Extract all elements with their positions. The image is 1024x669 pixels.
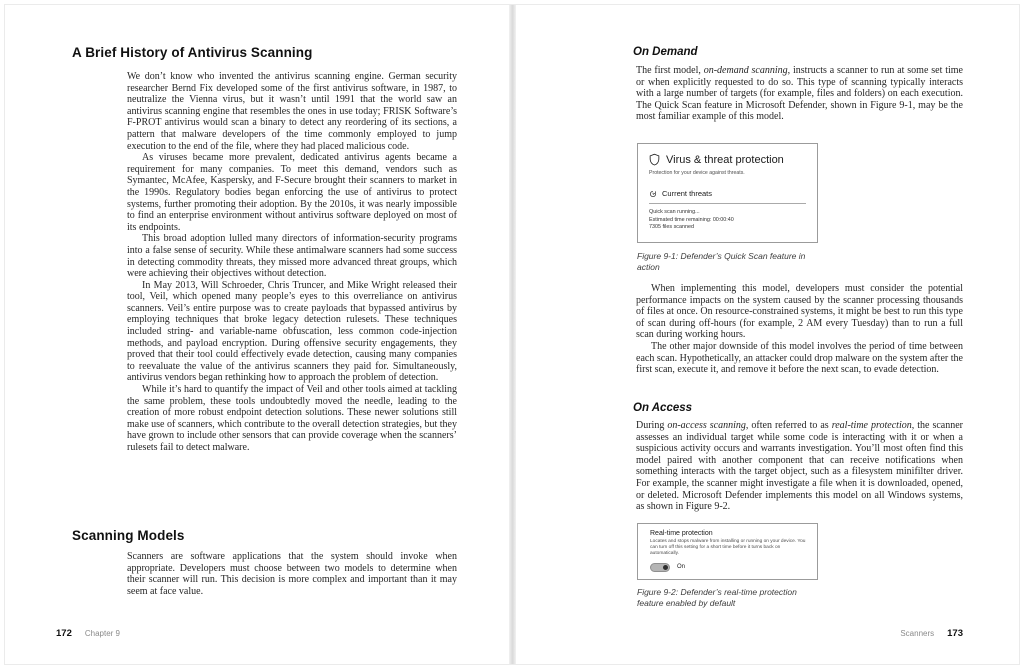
figure-9-2-caption: Figure 9-2: Defender’s real-time protection feature enabled by default bbox=[637, 587, 797, 608]
paragraph: When implementing this model, developers must consider the potential performance impacts on the system caused by the scanner processing thousands of files at once. On resource-constrained systems, it might be best to run this type of scan during off-hours (for example, 2 AM every Tuesday) than to run a full scan during working hours. bbox=[636, 283, 963, 341]
current-threats-label: Current threats bbox=[662, 189, 713, 198]
realtime-protection-title: Real-time protection bbox=[650, 530, 713, 537]
figure-9-2-realtime-protection bbox=[637, 523, 818, 580]
figure-9-1-defender-quick-scan bbox=[637, 143, 818, 243]
paragraph: We don’t know who invented the antivirus scanning engine. German security researcher Bernd Fix developed some of the first antivirus software, in 1987, to neutralize the Vienna virus, but it wasn’t until 1991 that the world saw an antivirus scanning engine that resembles the ones in use today; FRISK Software’s F-PROT antivirus would scan a binary to detect any reordering of its sections, a pattern that malware developers of the time commonly employed to jump execution to the end of the file, where they had placed malicious code. bbox=[127, 71, 457, 152]
toggle-knob bbox=[663, 565, 668, 570]
toggle-switch bbox=[650, 563, 670, 572]
divider bbox=[649, 203, 806, 204]
right-footer bbox=[800, 628, 963, 639]
shield-icon bbox=[649, 153, 660, 166]
figure-ui-title: Virus & threat protection bbox=[666, 153, 784, 166]
virus-threat-protection-header bbox=[649, 153, 806, 166]
left-footer bbox=[56, 628, 120, 639]
paragraph: During on-access scanning, often referred to as real-time protection, the scanner assesses an individual target while some code is interacting with it or when a suspicious activity occurs and warrants investigation. You’ll most often find this model paired with another component that can receive notifications when something interacts with the target object, such as a filesystem minifilter driver. For example, the scanner might investigate a file when it is downloaded, opened, or deleted. Microsoft Defender implements this model on all Windows systems, as shown in Figure 9-2. bbox=[636, 420, 963, 513]
figure-ui-subtitle: Protection for your device against threats. bbox=[649, 170, 745, 176]
scan-time-remaining: Estimated time remaining: 00:00:40 bbox=[649, 216, 734, 223]
history-text-block bbox=[127, 71, 457, 454]
files-scanned-count: 7305 files scanned bbox=[649, 224, 694, 231]
section-heading-history: A Brief History of Antivirus Scanning bbox=[72, 45, 313, 60]
running-head: Scanners bbox=[900, 629, 935, 638]
paragraph: Scanners are software applications that the system should invoke when appropriate. Developers must choose between two models to determine when their scanner will run. This decision is more complex and important than it may seem at face value. bbox=[127, 551, 457, 597]
paragraph: The other major downside of this model involves the period of time between each scan. Hypothetically, an attacker could drop malware on the system after the first scan, execute it, and remove it before the next scan, to evade detection. bbox=[636, 340, 963, 376]
page-number: 173 bbox=[947, 628, 963, 639]
paragraph: As viruses became more prevalent, dedicated antivirus agents became a requirement for many companies. To meet this demand, vendors such as Symantec, McAfee, Kaspersky, and F-Secure brought their scanners to market in the 1990s. Regulatory bodies began enforcing the use of antivirus to protect systems, further promoting their adoption. By the 2010s, it was nearly impossible to find an enterprise environment without antivirus software deployed on most of its endpoints. bbox=[127, 152, 457, 233]
realtime-protection-description: Locates and stops malware from installing or running on your device. You can turn off this setting for a short time before it turns back on automatically. bbox=[650, 539, 806, 557]
spread-gutter bbox=[509, 5, 516, 664]
history-icon bbox=[649, 190, 657, 198]
subsection-heading-on-demand: On Demand bbox=[633, 46, 698, 58]
on-access-intro-block bbox=[636, 420, 963, 513]
paragraph: In May 2013, Will Schroeder, Chris Truncer, and Mike Wright released their tool, Veil, which opened many people’s eyes to this overreliance on antivirus scanners. Veil’s entire purpose was to create payloads that bypassed antivirus by employing techniques that broke legacy detection rulesets. These techniques included string- and variable-name obfuscation, less common code-injection methods, and payload encryption. During offensive security engagements, they proved that their tool could effectively evade detection, causing many companies to reevaluate the value of the antivirus scanners they paid for. Simultaneously, antivirus vendors began rethinking how to approach the problem of detection. bbox=[127, 279, 457, 384]
scan-status-line: Quick scan running... bbox=[649, 209, 700, 215]
current-threats-row bbox=[649, 189, 806, 198]
scanning-models-text-block bbox=[127, 551, 457, 597]
subsection-heading-on-access: On Access bbox=[633, 402, 693, 414]
paragraph: This broad adoption lulled many directors of information-security programs into a false sense of security. While these antimalware scanners had some success in detecting commodity threats, they missed more advanced threat groups, which were achieving their objectives without detection. bbox=[127, 233, 457, 280]
figure-9-1-caption: Figure 9-1: Defender’s Quick Scan feature in action bbox=[637, 251, 806, 272]
scan-status-block bbox=[649, 209, 806, 232]
toggle-state-label: On bbox=[677, 564, 686, 571]
on-demand-body-block bbox=[636, 283, 963, 376]
on-demand-intro-block bbox=[636, 65, 963, 123]
paragraph: The first model, on-demand scanning, instructs a scanner to run at some set time or when explicitly requested to do so. This type of scanning typically interacts with a large number of targets (for example, files and folders) on each execution. The Quick Scan feature in Microsoft Defender, shown in Figure 9-1, may be the most familiar example of this model. bbox=[636, 65, 963, 123]
section-heading-scanning-models: Scanning Models bbox=[72, 528, 185, 543]
page-number: 172 bbox=[56, 628, 72, 639]
paragraph: While it’s hard to quantify the impact of Veil and other tools aimed at tackling the same problem, these tools undoubtedly moved the needle, leading to the creation of more robust endpoint detection solutions. These newer solutions still make use of scanners, which contribute to the overall detection strategies, but they have grown to include other sensors that can provide coverage when the scanners’ rulesets fail to detect malware. bbox=[127, 384, 457, 453]
running-head: Chapter 9 bbox=[84, 629, 120, 638]
toggle-row bbox=[650, 563, 807, 572]
